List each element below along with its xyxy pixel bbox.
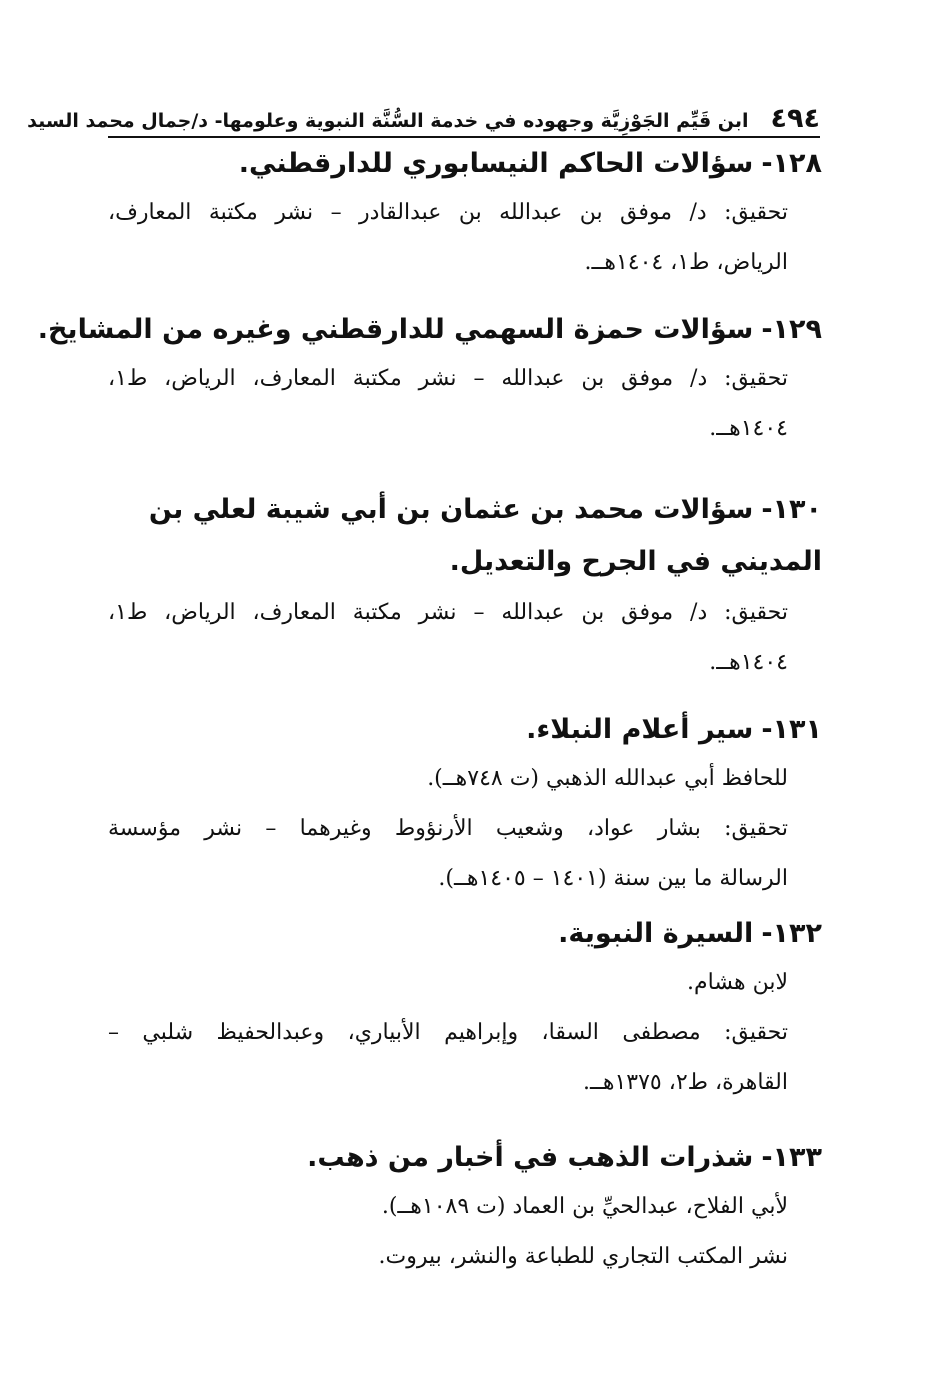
entry-title: [110, 484, 822, 588]
entry-number: ١٣٠-: [761, 494, 822, 525]
entry-title-text: سؤالات محمد بن عثمان بن أبي شيبة لعلي بن المديني في الجرح والتعديل.: [148, 494, 822, 577]
entry-line: لأبي الفلاح، عبدالحيِّ بن العماد (ت ١٠٨٩هــ).: [381, 1194, 788, 1219]
entry-number: ١٢٨-: [761, 148, 822, 179]
entry-line: ١٤٠٤هــ.: [709, 650, 788, 675]
entry-line: نشر المكتب التجاري للطباعة والنشر، بيروت.: [378, 1244, 788, 1269]
entry-title-text: سير أعلام النبلاء.: [526, 714, 754, 745]
page-number: ٤٩٤: [770, 103, 820, 134]
entry-title: [38, 306, 822, 354]
entry-line: الرسالة ما بين سنة (١٤٠١ – ١٤٠٥هــ).: [438, 866, 788, 891]
entry-number: ١٣٢-: [761, 918, 822, 949]
entry-line: الرياض، ط١، ١٤٠٤هــ.: [584, 250, 788, 275]
entry-title: [108, 706, 822, 754]
entry-line: تحقيق: د/ موفق بن عبدالله – نشر مكتبة المعارف، الرياض، ط١،: [108, 366, 788, 391]
entry-number: ١٣١-: [761, 714, 822, 745]
entry-title: [108, 140, 822, 188]
entry-title: [108, 910, 822, 958]
running-header-title: ابن قَيِّم الجَوْزِيَّة وجهوده في خدمة السُّنَّة النبوية وعلومها- د/جمال محمد السيد: [27, 110, 749, 132]
running-header: [27, 96, 820, 138]
entry-line: تحقيق: بشار عواد، وشعيب الأرنؤوط وغيرهما – نشر مؤسسة: [108, 816, 788, 841]
entry-line: لابن هشام.: [687, 970, 788, 995]
bibliography-entry-129: [38, 306, 822, 454]
bibliography-entry-128: [108, 140, 822, 288]
bibliography-entry-131: [108, 706, 822, 904]
entry-title-text: سؤالات حمزة السهمي للدارقطني وغيره من المشايخ.: [37, 314, 754, 345]
entry-title: [307, 1134, 822, 1182]
bibliography-entry-133: [307, 1134, 822, 1282]
bibliography-entry-130: [108, 484, 822, 688]
bibliography-entry-132: [108, 910, 822, 1108]
entry-number: ١٢٩-: [761, 314, 822, 345]
entry-line: تحقيق: د/ موفق بن عبدالله بن عبدالقادر – نشر مكتبة المعارف،: [108, 200, 788, 225]
entry-line: تحقيق: د/ موفق بن عبدالله – نشر مكتبة المعارف، الرياض، ط١،: [108, 600, 788, 625]
entry-title-text: السيرة النبوية.: [558, 918, 754, 949]
entry-line: ١٤٠٤هــ.: [709, 416, 788, 441]
entry-line: للحافظ أبي عبدالله الذهبي (ت ٧٤٨هــ).: [427, 766, 788, 791]
entry-title-text: سؤالات الحاكم النيسابوري للدارقطني.: [238, 148, 754, 179]
entry-title-text: شذرات الذهب في أخبار من ذهب.: [307, 1142, 754, 1173]
entry-line: القاهرة، ط٢، ١٣٧٥هــ.: [582, 1070, 788, 1095]
entry-number: ١٣٣-: [761, 1142, 822, 1173]
entry-line: تحقيق: مصطفى السقا، وإبراهيم الأبياري، وعبدالحفيظ شلبي –: [108, 1020, 788, 1045]
